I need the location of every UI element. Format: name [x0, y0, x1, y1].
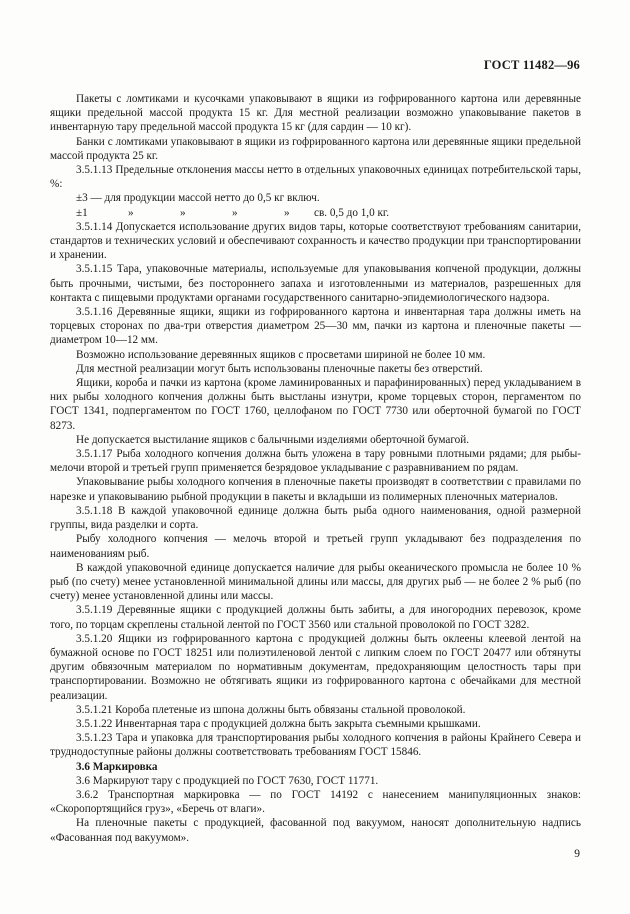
paragraph: Ящики, короба и пачки из картона (кроме ламинированных и парафинированных) перед укладыванием в них рыбы холодного копчения должны быть выстланы изнутри, кроме торцевых сторон, пергаментом по ГОСТ 1341, подпергаментом по ГОСТ 1760, целлофаном по ГОСТ 7730 или оберточной бумагой по ГОСТ 8273.: [50, 377, 581, 432]
tolerance-text: св. 0,5 до 1,0 кг.: [314, 206, 390, 219]
ditto-mark: »: [180, 206, 186, 219]
paragraph: В каждой упаковочной единице допускается наличие для рыбы океанического промысла не более 10 % рыб (по счету) менее установленной минимальной длины или массы, для других рыб — не более 2 % рыб (по счету) менее установленной длины или массы.: [50, 561, 581, 603]
section-title: 3.6 Маркировка: [76, 760, 158, 773]
paragraph: 3.5.1.19 Деревянные ящики с продукцией должны быть забиты, а для иногородних перевозок, кроме того, по торцам скреплены стальной лентой по ГОСТ 3560 или стальной проволокой по ГОСТ 3282.: [50, 604, 581, 631]
tolerance-value: ±1: [76, 206, 88, 219]
paragraph: Банки с ломтиками упаковывают в ящики из гофрированного картона или деревянные ящики предельной массой продукта 25 кг.: [50, 135, 581, 162]
page-number: 9: [574, 848, 580, 860]
paragraph: 3.5.1.22 Инвентарная тара с продукцией должна быть закрыта съемными крышками.: [76, 717, 481, 730]
paragraph: 3.5.1.13 Предельные отклонения массы нетто в отдельных упаковочных единицах потребительской тары, %:: [50, 164, 581, 191]
standard-code-header: ГОСТ 11482—96: [483, 58, 580, 72]
tolerance-row-1: [50, 191, 581, 205]
paragraph: Для местной реализации могут быть использованы пленочные пакеты без отверстий.: [76, 362, 483, 375]
paragraph: 3.5.1.23 Тара и упаковка для транспортирования рыбы холодного копчения в районы Крайнего Севера и труднодоступные районы должны соответствовать требованиям ГОСТ 15846.: [50, 732, 581, 759]
document-body: [50, 92, 581, 845]
paragraph: Упаковывание рыбы холодного копчения в пленочные пакеты производят в соответствии с правилами по нарезке и упаковыванию рыбной продукции в пакеты и вкладыши из полимерных пленочных материалов.: [50, 476, 581, 503]
paragraph: 3.5.1.20 Ящики из гофрированного картона с продукцией должны быть оклеены клеевой лентой на бумажной основе по ГОСТ 18251 или полиэтиленовой лентой с липким слоем по ГОСТ 20477 или обтянуты другим обвязочным материалом по нормативным документам, предохраняющим целостность тары при транспортировании. Возможно не обтягивать ящики из гофрированного картона с обечайками для местной реализации.: [50, 632, 581, 702]
paragraph: 3.5.1.14 Допускается использование других видов тары, которые соответствуют требованиям санитарии, стандартов и технических условий и обеспечивают сохранность и качество продукции при транспортировании и хранении.: [50, 220, 581, 262]
paragraph: Не допускается выстилание ящиков с балычными изделиями оберточной бумагой.: [76, 433, 470, 446]
tolerance-row-2: [50, 206, 581, 220]
paragraph: 3.5.1.21 Короба плетеные из шпона должны быть обвязаны стальной проволокой.: [76, 703, 466, 716]
ditto-mark: »: [232, 206, 238, 219]
paragraph: На пленочные пакеты с продукцией, фасованной под вакуумом, наносят дополнительную надпись «Фасованная под вакуумом».: [50, 817, 581, 844]
paragraph: 3.5.1.16 Деревянные ящики, ящики из гофрированного картона и инвентарная тара должны иметь на торцевых сторонах по два-три отверстия диаметром 25—30 мм, пачки из картона и пленочные пакеты — диаметром 10—12 мм.: [50, 306, 581, 347]
paragraph: Рыбу холодного копчения — мелочь второй и третьей групп укладывают без подразделения по наименованиям рыб.: [50, 533, 581, 560]
paragraph: Возможно использование деревянных ящиков с просветами шириной не более 10 мм.: [76, 348, 486, 361]
paragraph: 3.6.2 Транспортная маркировка — по ГОСТ 14192 с нанесением манипуляционных знаков: «Скоропортящийся груз», «Беречь от влаги».: [50, 788, 581, 816]
paragraph: Пакеты с ломтиками и кусочками упаковывают в ящики из гофрированного картона или деревянные ящики предельной массой продукта 15 кг. Для местной реализации возможно упаковывание пакетов в инвентарную тару предельной массой продукта 15 кг (для сардин — 10 кг).: [50, 93, 581, 134]
paragraph: 3.5.1.15 Тара, упаковочные материалы, используемые для упаковывания копченой продукции, должны быть прочными, чистыми, без постороннего запаха и изготовленными из материалов, разрешенных для контакта с пищевыми продуктами органами государственного санитарно-эпидемиологического надзора.: [50, 263, 581, 304]
tolerance-text: ±3 — для продукции массой нетто до 0,5 кг включ.: [76, 192, 320, 205]
paragraph: 3.6 Маркируют тару с продукцией по ГОСТ 7630, ГОСТ 11771.: [76, 774, 379, 787]
paragraph: 3.5.1.18 В каждой упаковочной единице должна быть рыба одного наименования, одной размерной группы, вида разделки и сорта.: [50, 504, 581, 532]
paragraph: 3.5.1.17 Рыба холодного копчения должна быть уложена в тару ровными плотными рядами; для рыбы-мелочи второй и третьей групп применяется безрядовое укладывание с разравниванием по рядам.: [50, 448, 581, 475]
ditto-mark: »: [284, 206, 290, 219]
ditto-mark: »: [128, 206, 134, 219]
